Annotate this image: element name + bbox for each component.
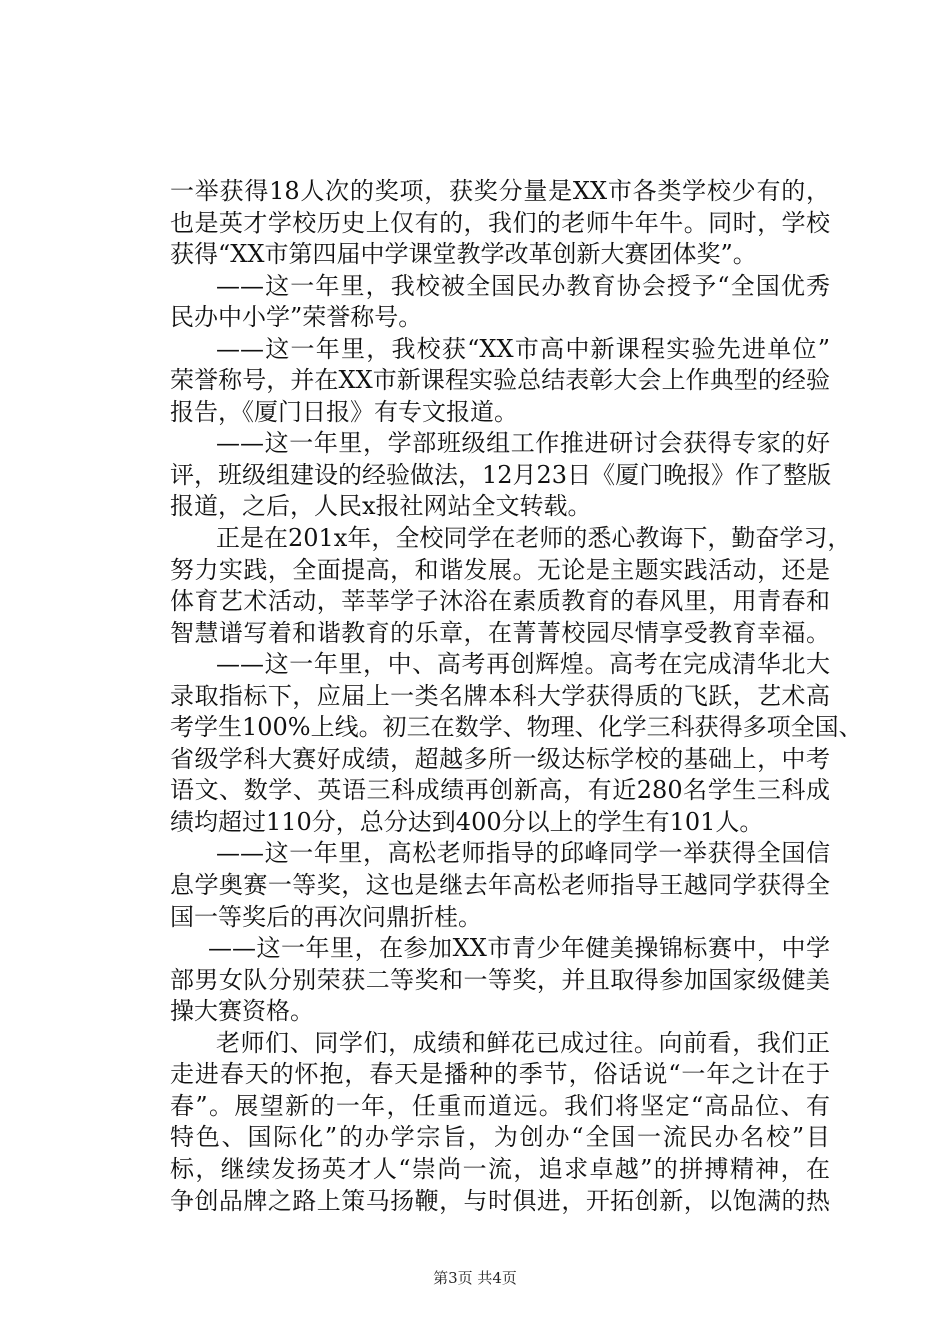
text-line: 智慧谱写着和谐教育的乐章，在菁菁校园尽情享受教育幸福。	[170, 618, 830, 647]
document-body	[170, 176, 863, 1217]
text-line: 省级学科大赛好成绩，超越多所一级达标学校的基础上，中考	[170, 744, 830, 773]
text-line: ——这一年里，我校被全国民办教育协会授予“全国优秀	[216, 271, 830, 300]
text-line: 民办中小学”荣誉称号。	[170, 303, 423, 332]
text-line: 春”。展望新的一年，任重而道远。我们将坚定“高品位、有	[170, 1091, 830, 1120]
text-line: ——这一年里，我校获“XX市高中新课程实验先进单位”	[216, 334, 830, 363]
text-line: 标，继续发扬英才人“崇尚一流，追求卓越”的拼搏精神，在	[170, 1154, 830, 1183]
text-line: 争创品牌之路上策马扬鞭，与时俱进，开拓创新，以饱满的热	[170, 1186, 830, 1215]
text-line: ——这一年里，在参加XX市青少年健美操锦标赛中，中学	[208, 934, 830, 963]
text-line: 报道，之后，人民x报社网站全文转载。	[170, 492, 592, 521]
text-line: 评，班级组建设的经验做法，12月23日《厦门晚报》作了整版	[170, 460, 832, 489]
text-line: 息学奥赛一等奖，这也是继去年高松老师指导王越同学获得全	[170, 871, 830, 900]
text-line: 努力实践，全面提高，和谐发展。无论是主题实践活动，还是	[170, 555, 830, 584]
text-line: 部男女队分别荣获二等奖和一等奖，并且取得参加国家级健美	[170, 965, 830, 994]
page-number-footer: 第3页 共4页	[433, 1269, 517, 1287]
text-line: 一举获得18人次的奖项，获奖分量是XX市各类学校少有的，	[170, 177, 830, 205]
text-line: 老师们、同学们，成绩和鲜花已成过往。向前看，我们正	[216, 1028, 830, 1057]
text-line: 获得“XX市第四届中学课堂教学改革创新大赛团体奖”。	[170, 240, 757, 269]
text-line: 操大赛资格。	[170, 997, 314, 1026]
text-line: ——这一年里，学部班级组工作推进研讨会获得专家的好	[216, 429, 830, 458]
text-line: 特色、国际化”的办学宗旨，为创办“全国一流民办名校”目	[170, 1123, 830, 1152]
text-line: ——这一年里，中、高考再创辉煌。高考在完成清华北大	[216, 650, 830, 679]
text-line: 语文、数学、英语三科成绩再创新高，有近280名学生三科成	[170, 776, 830, 805]
text-line: 体育艺术活动，莘莘学子沐浴在素质教育的春风里，用青春和	[170, 587, 830, 616]
text-line: 也是英才学校历史上仅有的，我们的老师牛年牛。同时，学校	[170, 208, 830, 237]
text-line: ——这一年里，高松老师指导的邱峰同学一举获得全国信	[216, 839, 830, 868]
text-line: 考学生100%上线。初三在数学、物理、化学三科获得多项全国、	[170, 713, 863, 742]
text-line: 报告，《厦门日报》有专文报道。	[170, 397, 518, 426]
text-line: 荣誉称号，并在XX市新课程实验总结表彰大会上作典型的经验	[170, 366, 830, 395]
text-line: 录取指标下，应届上一类名牌本科大学获得质的飞跃，艺术高	[170, 681, 830, 710]
text-line: 国一等奖后的再次问鼎折桂。	[170, 902, 482, 931]
text-line: 正是在201x年，全校同学在老师的悉心教诲下，勤奋学习，	[216, 524, 852, 553]
text-line: 走进春天的怀抱，春天是播种的季节，俗话说“一年之计在于	[170, 1060, 830, 1089]
text-line: 绩均超过110分，总分达到400分以上的学生有101人。	[170, 807, 764, 836]
